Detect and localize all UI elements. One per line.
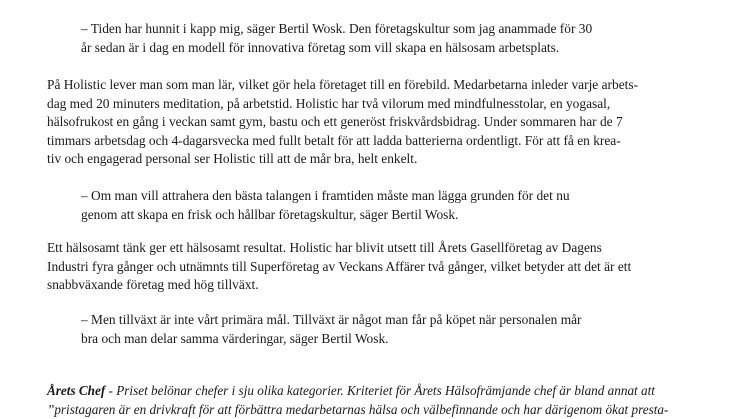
paragraph-line: snabbväxande företag med hög tillväxt. <box>47 277 259 293</box>
footnote-text: - Priset belönar chefer i sju olika kategorier. Kriteriet för Årets Hälsofrämjande chef är bland annat att <box>105 383 655 398</box>
paragraph-line: dag med 20 minuters meditation, på arbetstid. Holistic har två vilorum med mindfulnesstolar, en yogasal, <box>47 95 611 111</box>
footnote-line: ”pristagaren är en drivkraft för att förbättra medarbetarnas hälsa och välbefinnande och har därigenom ökat presta- <box>47 401 669 417</box>
quote-line: – Men tillväxt är inte vårt primära mål. Tillväxt är något man får på köpet när personalen mår <box>81 312 582 327</box>
paragraph-line: På Holistic lever man som man lär, vilket gör hela företaget till en förebild. Medarbetarna inleder varje arbets- <box>47 77 639 92</box>
quote-line: – Om man vill attrahera den bästa talangen i framtiden måste man lägga grunden för det nu <box>81 188 570 203</box>
quote-tillvaxt <box>81 311 701 348</box>
quote-line: år sedan är i dag en modell för innovativa företag som vill skapa en hälsosam arbetsplats. <box>81 39 560 55</box>
paragraph-line: Industri fyra gånger och utnämnts till Superföretag av Veckans Affärer två gånger, vilket betyder att det är ett <box>47 258 632 274</box>
paragraph-holistic-culture <box>47 76 707 169</box>
quote-tiden <box>81 20 701 57</box>
footnote-arets-chef <box>47 382 727 419</box>
quote-talang <box>81 187 701 224</box>
quote-line: – Tiden har hunnit i kapp mig, säger Bertil Wosk. Den företagskultur som jag anammade för 30 <box>81 21 593 36</box>
quote-line: genom att skapa en frisk och hållbar företagskultur, säger Bertil Wosk. <box>81 206 459 222</box>
footnote-label: Årets Chef <box>47 383 106 398</box>
paragraph-line: hälsofrukost en gång i veckan samt gym, bastu och ett generöst friskvårdsbidrag. Under sommaren har de 7 <box>47 114 623 130</box>
quote-line: bra och man delar samma värderingar, säger Bertil Wosk. <box>81 330 389 346</box>
paragraph-line: tiv och engagerad personal ser Holistic till att de mår bra, helt enkelt. <box>47 151 418 167</box>
paragraph-line: timmars arbetsdag och 4-dagarsvecka med fullt betalt för att ladda batterierna ordentligt. För att få en krea- <box>47 132 621 148</box>
footnote-line <box>47 382 727 401</box>
paragraph-line: Ett hälsosamt tänk ger ett hälsosamt resultat. Holistic har blivit utsett till Årets Gasellföretag av Dagens <box>47 240 602 255</box>
paragraph-growth <box>47 239 707 295</box>
